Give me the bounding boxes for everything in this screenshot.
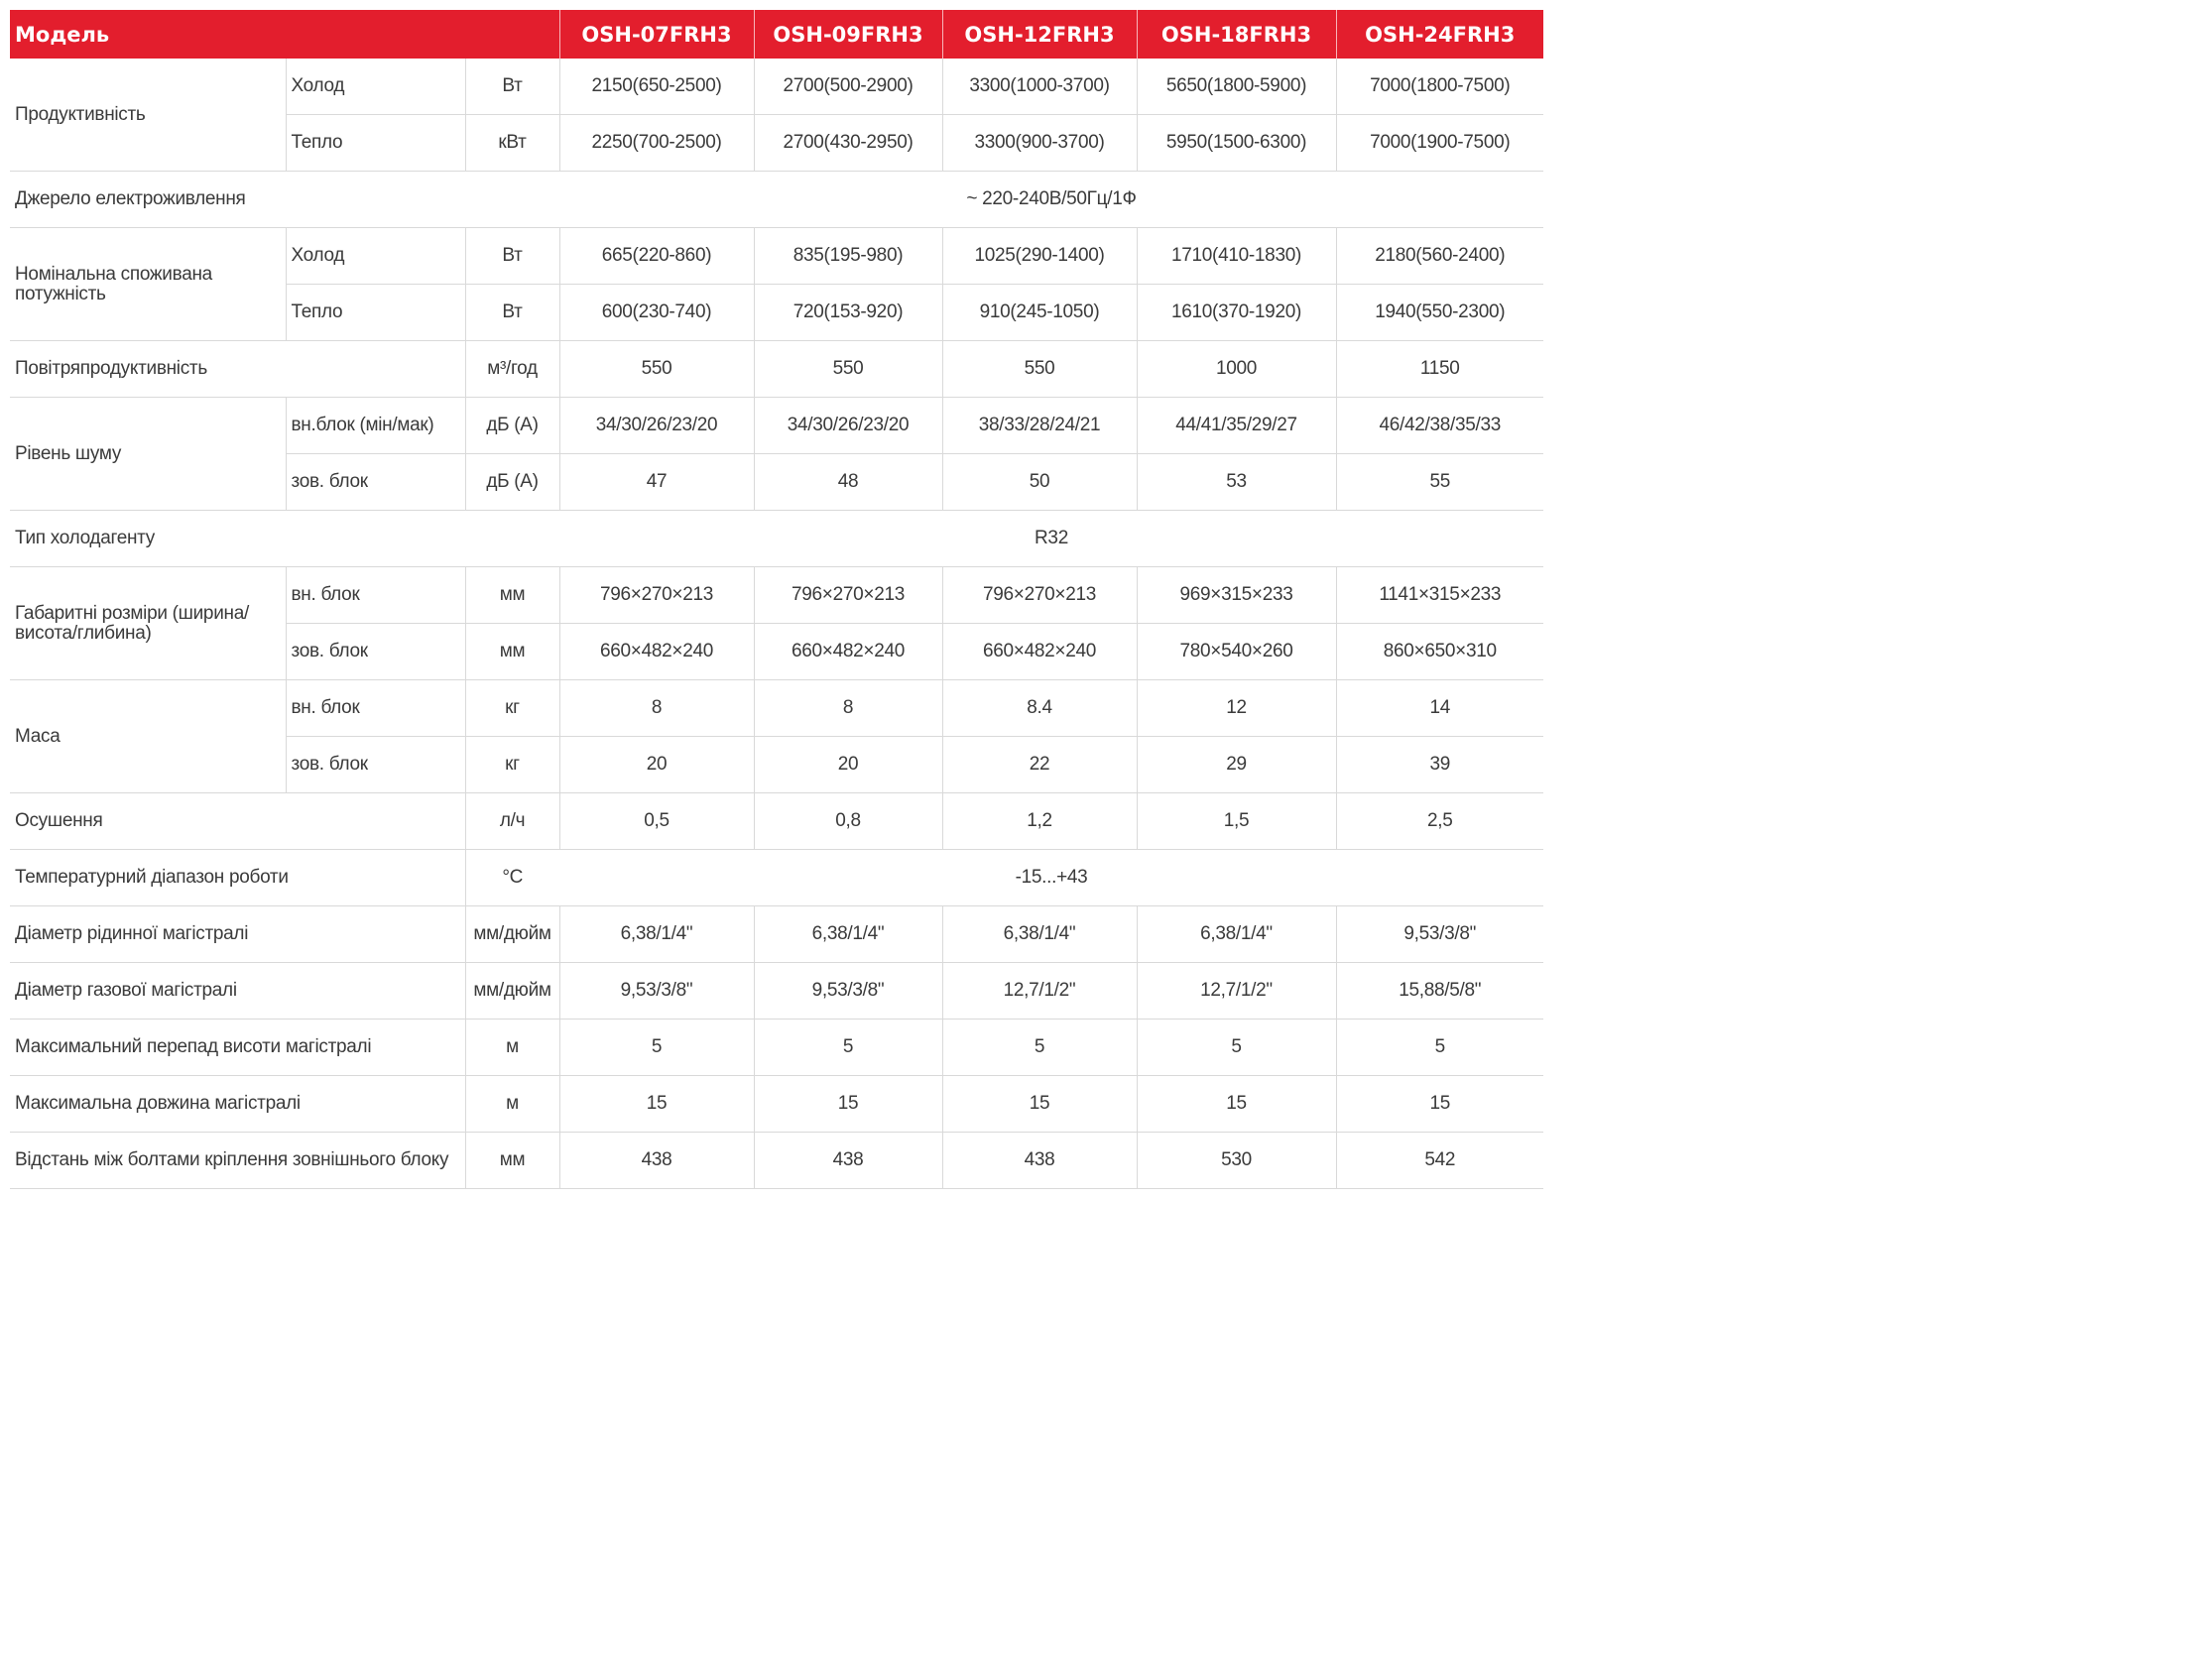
sub-label: вн. блок xyxy=(286,680,465,737)
value-cell: 7000(1900-7500) xyxy=(1336,115,1543,172)
table-row xyxy=(10,906,1543,963)
sub-label: вн. блок xyxy=(286,567,465,624)
value-cell: 8 xyxy=(559,680,754,737)
value-cell: 38/33/28/24/21 xyxy=(942,398,1137,454)
unit-cell: м xyxy=(465,1076,559,1133)
sub-label: зов. блок xyxy=(286,737,465,793)
table-row xyxy=(10,793,1543,850)
value-cell: 0,8 xyxy=(754,793,942,850)
value-cell: 9,53/3/8" xyxy=(559,963,754,1020)
value-cell: 438 xyxy=(559,1133,754,1189)
value-cell: 39 xyxy=(1336,737,1543,793)
unit-cell: Вт xyxy=(465,228,559,285)
value-cell: 15 xyxy=(559,1076,754,1133)
value-cell: 1,2 xyxy=(942,793,1137,850)
table-row xyxy=(10,1020,1543,1076)
value-cell: 3300(1000-3700) xyxy=(942,59,1137,115)
value-cell: 6,38/1/4" xyxy=(942,906,1137,963)
unit-cell: Вт xyxy=(465,59,559,115)
value-cell: 1610(370-1920) xyxy=(1137,285,1336,341)
unit-cell: л/ч xyxy=(465,793,559,850)
row-label-temp-range: Температурний діапазон роботи xyxy=(10,850,465,906)
row-label-weight: Маса xyxy=(10,680,286,793)
sub-label: зов. блок xyxy=(286,454,465,511)
unit-cell: мм xyxy=(465,1133,559,1189)
model-name: OSH-09FRH3 xyxy=(754,10,942,59)
value-cell: 860×650×310 xyxy=(1336,624,1543,680)
value-cell: 15 xyxy=(942,1076,1137,1133)
unit-cell: Вт xyxy=(465,285,559,341)
row-label-airflow: Повітряпродуктивність xyxy=(10,341,465,398)
unit-cell: кВт xyxy=(465,115,559,172)
row-label-gas-pipe: Діаметр газової магістралі xyxy=(10,963,465,1020)
row-label-power-supply: Джерело електроживлення xyxy=(10,172,559,228)
row-label-max-height: Максимальний перепад висоти магістралі xyxy=(10,1020,465,1076)
header-row xyxy=(10,10,1543,59)
value-cell: 1,5 xyxy=(1137,793,1336,850)
value-cell: 12 xyxy=(1137,680,1336,737)
value-cell: 5650(1800-5900) xyxy=(1137,59,1336,115)
value-cell: 796×270×213 xyxy=(559,567,754,624)
value-cell: 2,5 xyxy=(1336,793,1543,850)
value-cell: 22 xyxy=(942,737,1137,793)
value-cell: 20 xyxy=(754,737,942,793)
row-label-power-input: Номінальна споживана потужність xyxy=(10,228,286,341)
value-cell: 34/30/26/23/20 xyxy=(559,398,754,454)
model-name: OSH-18FRH3 xyxy=(1137,10,1336,59)
value-cell: 1000 xyxy=(1137,341,1336,398)
table-row xyxy=(10,172,1543,228)
value-cell: 780×540×260 xyxy=(1137,624,1336,680)
unit-cell: мм/дюйм xyxy=(465,963,559,1020)
value-cell: 665(220-860) xyxy=(559,228,754,285)
value-cell: 720(153-920) xyxy=(754,285,942,341)
value-cell: 34/30/26/23/20 xyxy=(754,398,942,454)
row-label-capacity: Продуктивність xyxy=(10,59,286,172)
value-cell: 12,7/1/2" xyxy=(942,963,1137,1020)
value-cell: 5 xyxy=(754,1020,942,1076)
value-cell: 5 xyxy=(1137,1020,1336,1076)
value-cell: 550 xyxy=(754,341,942,398)
value-cell: 660×482×240 xyxy=(754,624,942,680)
value-cell: 15 xyxy=(1137,1076,1336,1133)
value-cell: 3300(900-3700) xyxy=(942,115,1137,172)
sub-label: Тепло xyxy=(286,115,465,172)
value-cell: 910(245-1050) xyxy=(942,285,1137,341)
row-label-dehumidification: Осушення xyxy=(10,793,465,850)
value-cell: 660×482×240 xyxy=(942,624,1137,680)
table-row xyxy=(10,567,1543,624)
table-row xyxy=(10,850,1543,906)
sub-label: Тепло xyxy=(286,285,465,341)
value-cell: 1025(290-1400) xyxy=(942,228,1137,285)
value-cell: 6,38/1/4" xyxy=(754,906,942,963)
unit-cell: мм xyxy=(465,567,559,624)
table-row xyxy=(10,680,1543,737)
value-cell: 55 xyxy=(1336,454,1543,511)
unit-cell: м³/год xyxy=(465,341,559,398)
value-cell: 9,53/3/8" xyxy=(754,963,942,1020)
table-row xyxy=(10,59,1543,115)
model-name: OSH-24FRH3 xyxy=(1336,10,1543,59)
value-cell: 438 xyxy=(942,1133,1137,1189)
value-cell: 550 xyxy=(559,341,754,398)
value-cell: 969×315×233 xyxy=(1137,567,1336,624)
row-label-liquid-pipe: Діаметр рідинної магістралі xyxy=(10,906,465,963)
value-cell: 5 xyxy=(1336,1020,1543,1076)
spec-sheet xyxy=(10,10,1543,1189)
value-cell: 796×270×213 xyxy=(942,567,1137,624)
value-cell: 2150(650-2500) xyxy=(559,59,754,115)
unit-cell: мм/дюйм xyxy=(465,906,559,963)
value-cell: 47 xyxy=(559,454,754,511)
value-cell: 15 xyxy=(754,1076,942,1133)
table-row xyxy=(10,398,1543,454)
row-label-dimensions: Габаритні розміри (ширина/висота/глибина) xyxy=(10,567,286,680)
value-cell: 50 xyxy=(942,454,1137,511)
value-cell: 2700(430-2950) xyxy=(754,115,942,172)
value-cell: 53 xyxy=(1137,454,1336,511)
value-cell: 2250(700-2500) xyxy=(559,115,754,172)
value-cell: 5 xyxy=(559,1020,754,1076)
value-cell: 6,38/1/4" xyxy=(1137,906,1336,963)
value-cell: 1150 xyxy=(1336,341,1543,398)
value-cell: 550 xyxy=(942,341,1137,398)
model-header-label: Модель xyxy=(10,10,559,59)
unit-cell: мм xyxy=(465,624,559,680)
unit-cell: м xyxy=(465,1020,559,1076)
value-cell: 20 xyxy=(559,737,754,793)
value-cell: 9,53/3/8" xyxy=(1336,906,1543,963)
row-label-bolt-distance: Відстань між болтами кріплення зовнішнього блоку xyxy=(10,1133,465,1189)
model-name: OSH-07FRH3 xyxy=(559,10,754,59)
value-cell: 438 xyxy=(754,1133,942,1189)
unit-cell: дБ (А) xyxy=(465,398,559,454)
row-label-noise: Рівень шуму xyxy=(10,398,286,511)
value-cell: 7000(1800-7500) xyxy=(1336,59,1543,115)
table-row xyxy=(10,341,1543,398)
value-cell: 2180(560-2400) xyxy=(1336,228,1543,285)
value-cell: 5 xyxy=(942,1020,1137,1076)
value-cell: 29 xyxy=(1137,737,1336,793)
value-cell: 15 xyxy=(1336,1076,1543,1133)
sub-label: зов. блок xyxy=(286,624,465,680)
value-cell: 1940(550-2300) xyxy=(1336,285,1543,341)
value-cell: 0,5 xyxy=(559,793,754,850)
table-row xyxy=(10,1133,1543,1189)
table-row xyxy=(10,511,1543,567)
value-cell: 835(195-980) xyxy=(754,228,942,285)
value-cell: 530 xyxy=(1137,1133,1336,1189)
value-cell: 6,38/1/4" xyxy=(559,906,754,963)
unit-cell: дБ (А) xyxy=(465,454,559,511)
value-cell: 600(230-740) xyxy=(559,285,754,341)
table-row xyxy=(10,963,1543,1020)
value-cell: 660×482×240 xyxy=(559,624,754,680)
value-cell: -15...+43 xyxy=(559,850,1543,906)
unit-cell: °C xyxy=(465,850,559,906)
row-label-max-length: Максимальна довжина магістралі xyxy=(10,1076,465,1133)
value-cell: 5950(1500-6300) xyxy=(1137,115,1336,172)
value-cell: 14 xyxy=(1336,680,1543,737)
value-cell: 46/42/38/35/33 xyxy=(1336,398,1543,454)
value-cell: 48 xyxy=(754,454,942,511)
value-cell: 1710(410-1830) xyxy=(1137,228,1336,285)
value-cell: 12,7/1/2" xyxy=(1137,963,1336,1020)
specification-table xyxy=(10,10,1543,1189)
sub-label: вн.блок (мін/мак) xyxy=(286,398,465,454)
value-cell: 2700(500-2900) xyxy=(754,59,942,115)
table-row xyxy=(10,1076,1543,1133)
value-cell: 15,88/5/8" xyxy=(1336,963,1543,1020)
value-cell: 8.4 xyxy=(942,680,1137,737)
value-cell: 1141×315×233 xyxy=(1336,567,1543,624)
row-label-refrigerant: Тип холодагенту xyxy=(10,511,559,567)
model-name: OSH-12FRH3 xyxy=(942,10,1137,59)
value-cell: 796×270×213 xyxy=(754,567,942,624)
value-cell: ~ 220-240В/50Гц/1Ф xyxy=(559,172,1543,228)
sub-label: Холод xyxy=(286,228,465,285)
value-cell: 44/41/35/29/27 xyxy=(1137,398,1336,454)
value-cell: 8 xyxy=(754,680,942,737)
value-cell: 542 xyxy=(1336,1133,1543,1189)
unit-cell: кг xyxy=(465,680,559,737)
value-cell: R32 xyxy=(559,511,1543,567)
unit-cell: кг xyxy=(465,737,559,793)
sub-label: Холод xyxy=(286,59,465,115)
table-row xyxy=(10,228,1543,285)
